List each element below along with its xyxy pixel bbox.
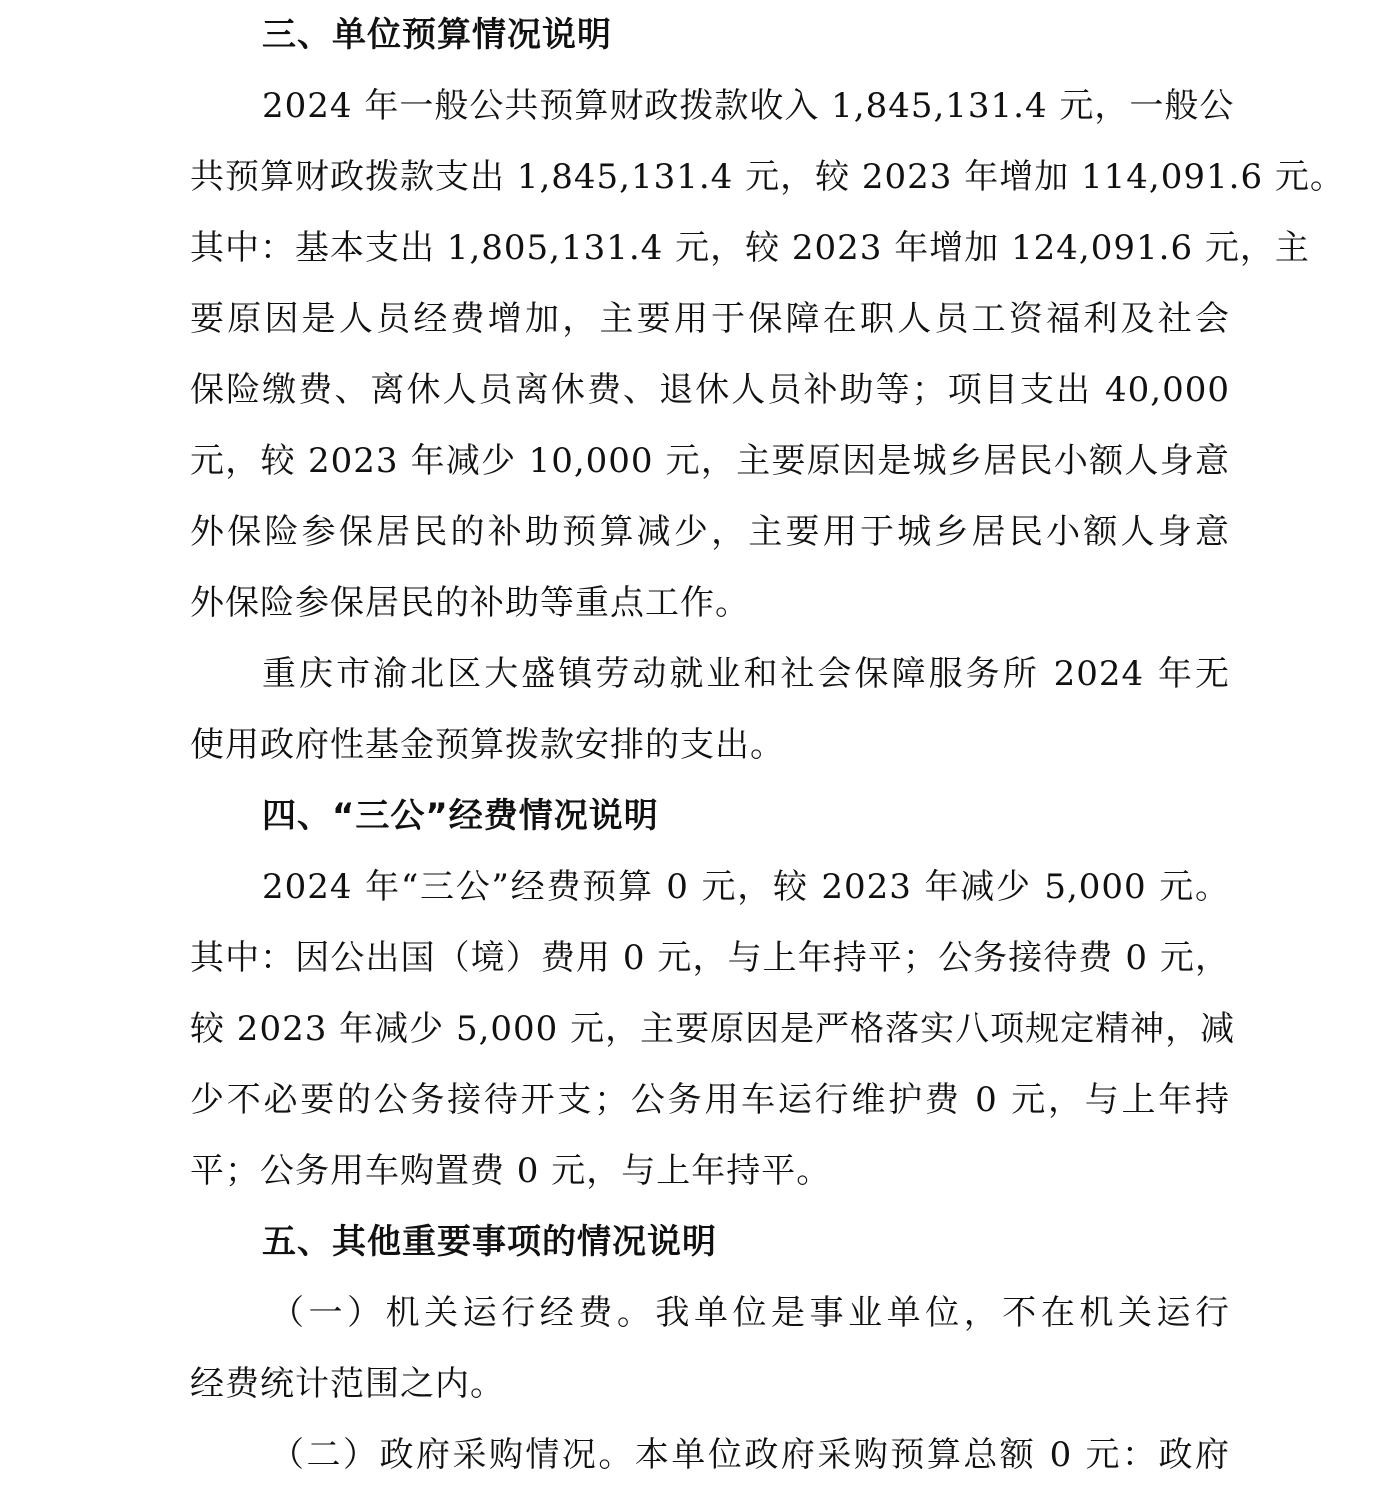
text-line: 2024 年一般公共预算财政拨款收入 1,845,131.4 元，一般公 [262, 86, 1235, 126]
document-page [190, 0, 1345, 1491]
section-heading-three-public: 四、“三公”经费情况说明 [262, 796, 659, 836]
text-line: 较 2023 年减少 5,000 元，主要原因是严格落实八项规定精神，减 [190, 1009, 1236, 1049]
text-line: 经费统计范围之内。 [190, 1364, 505, 1404]
text-line: 其中：基本支出 1,805,131.4 元，较 2023 年增加 124,091.6 元，主 [190, 228, 1310, 268]
three-public-paragraph [190, 852, 1236, 1207]
text-line: 保险缴费、离休人员离休费、退休人员补助等；项目支出 40,000 [190, 370, 1230, 410]
text-line: 重庆市渝北区大盛镇劳动就业和社会保障服务所 2024 年无 [262, 654, 1230, 694]
text-line: 其中：因公出国（境）费用 0 元，与上年持平；公务接待费 0 元， [190, 938, 1230, 978]
text-line: 使用政府性基金预算拨款安排的支出。 [190, 725, 785, 765]
text-line: 要原因是人员经费增加，主要用于保障在职人员工资福利及社会 [190, 299, 1230, 339]
text-line: 外保险参保居民的补助预算减少，主要用于城乡居民小额人身意 [190, 512, 1230, 552]
procurement-paragraph [190, 1420, 1230, 1491]
text-line: （一）机关运行经费。我单位是事业单位，不在机关运行 [270, 1293, 1230, 1333]
operating-expense-paragraph [190, 1278, 1230, 1420]
text-line: 共预算财政拨款支出 1,845,131.4 元，较 2023 年增加 114,091.6 元。 [190, 157, 1345, 197]
text-line: （二）政府采购情况。本单位政府采购预算总额 0 元：政府 [270, 1435, 1230, 1475]
text-line: 2024 年“三公”经费预算 0 元，较 2023 年减少 5,000 元。 [262, 867, 1230, 907]
text-line: 少不必要的公务接待开支；公务用车运行维护费 0 元，与上年持 [190, 1080, 1230, 1120]
fund-budget-paragraph [190, 639, 1230, 781]
text-line: 平；公务用车购置费 0 元，与上年持平。 [190, 1151, 832, 1191]
section-heading-other-matters: 五、其他重要事项的情况说明 [262, 1222, 717, 1262]
budget-paragraph [190, 71, 1345, 639]
text-line: 外保险参保居民的补助等重点工作。 [190, 583, 750, 623]
section-heading-budget: 三、单位预算情况说明 [262, 15, 612, 55]
text-line: 元，较 2023 年减少 10,000 元，主要原因是城乡居民小额人身意 [190, 441, 1230, 481]
